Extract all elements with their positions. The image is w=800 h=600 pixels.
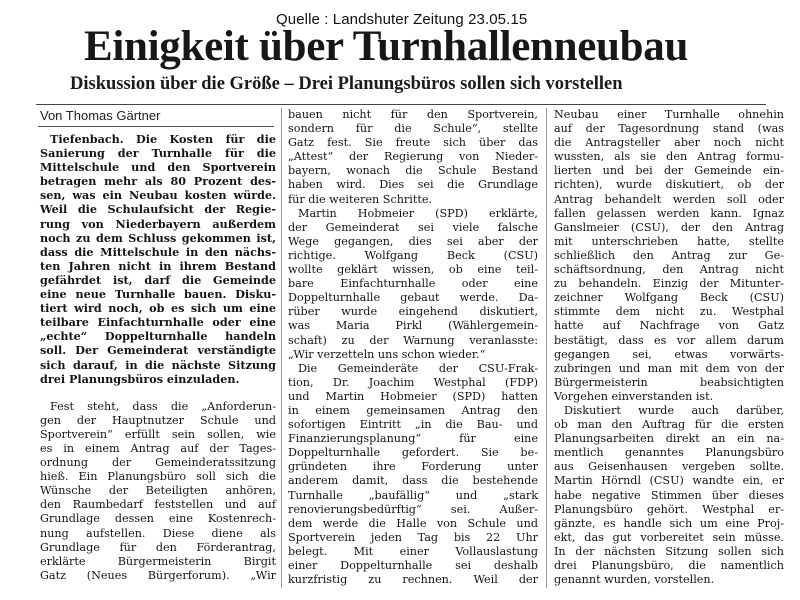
text-line: mentlich genanntes Planungsbüro [554, 446, 784, 460]
text-line: hatte auf Nachfrage von Gatz [554, 319, 784, 333]
text-line: Martin Hobmeier (SPD) erklärte, [298, 206, 538, 220]
text-line: gänzte, es handle sich um eine Proj- [554, 516, 784, 530]
text-line: Die Gemeinderäte der CSU-Frak- [298, 361, 538, 375]
text-line: anderem damit, dass die bestehende [288, 474, 538, 488]
text-line: hieß. Ein Planungsbüro soll sich die [40, 470, 276, 484]
text-line: Planungsbüro gehört. Westphal er- [554, 502, 784, 516]
text-line: und Martin Hobmeier (SPD) hatten [288, 389, 538, 403]
text-line: stimmte dem nicht zu. Westphal [554, 305, 784, 319]
text-line: wussten, als sie den Antrag formu- [554, 150, 784, 164]
text-line: betragen mehr als 80 Prozent des- [40, 174, 276, 189]
text-line: sofortigen Eintritt „in die Bau- und [288, 418, 538, 432]
body-paragraph [40, 400, 276, 583]
text-line: es in einem Antrag auf der Tages- [40, 441, 276, 455]
text-line: zubringen und man mit dem von der [554, 361, 784, 375]
text-line: Ganslmeier (CSU), der den Antrag [554, 220, 784, 234]
text-line: lierten und bei der Gemeinde ein- [554, 164, 784, 178]
paragraph-gap [40, 386, 276, 400]
text-line: ob man den Auftrag für die ersten [554, 418, 784, 432]
byline-rule [38, 126, 274, 127]
text-line: für die weiteren Schritte. [288, 192, 433, 206]
text-line: Martin Hörndl (CSU) wandte ein, er [554, 474, 784, 488]
text-line: sondern für die Schule“, stellte [288, 122, 538, 136]
text-line: bare Einfachturnhalle oder eine [288, 277, 538, 291]
text-line: Sportverein“ erfüllt sein sollen, wie [40, 427, 276, 441]
text-line: der Gemeinderat sei viele falsche [288, 220, 538, 234]
text-line: In der nächsten Sitzung sollen sich [554, 544, 784, 558]
text-line: rüber wurde eingehend diskutiert, [288, 305, 538, 319]
text-line: bestätigt, dass es vor allem darum [554, 333, 784, 347]
text-line: „Attest“ der Regierung von Nieder- [288, 150, 538, 164]
text-line: Wünsche der Beteiligten anhören, [40, 484, 276, 498]
text-line: Gatz (Neues Bürgerforum). „Wir [40, 568, 276, 582]
text-line: was Maria Pirkl (Wählergemein- [288, 319, 538, 333]
text-line: dass die Mittelschule in den nächs- [40, 244, 276, 259]
text-line: aus Geisenhausen vergeben sollte. [554, 460, 784, 474]
text-line: Doppelturnhalle gebaut werde. Da- [288, 291, 538, 305]
text-line: Tiefenbach. Die Kosten für die [50, 132, 276, 146]
text-line: die Antragsteller aber noch nicht [554, 136, 784, 150]
column-divider [281, 108, 282, 588]
text-line: auf der Tagesordnung stand (was [554, 122, 784, 136]
text-line: habe negative Stimmen über dieses [554, 488, 784, 502]
text-line: Vorgehen einverstanden ist. [554, 389, 714, 403]
text-line: haben wird. Dies sei die Grundlage [288, 178, 538, 192]
text-line: drei Planungsbüros einzuladen. [40, 371, 240, 386]
text-line: Gatz fest. Sie freute sich über das [288, 136, 538, 150]
text-line: richten), wurde diskutiert, ob der [554, 178, 784, 192]
text-line: „Wir verzetteln uns schon wieder.“ [288, 347, 486, 361]
text-line: zeichner Wolfgang Beck (CSU) [554, 291, 784, 305]
text-line: gründeten ihre Forderung unter [288, 460, 538, 474]
article-column-1 [40, 132, 276, 583]
text-line: erklärte Bürgermeisterin Birgit [40, 554, 276, 568]
column-divider [546, 108, 547, 588]
text-line: einer Doppelturnhalle sei deshalb [288, 559, 538, 572]
text-line: schäftsordnung, den Antrag nicht [554, 263, 784, 277]
text-line: Doppelturnhalle gefordert. Sie be- [288, 446, 538, 460]
text-line: zu behandeln. Einzig der Mitunter- [554, 277, 784, 291]
source-caption: Quelle : Landshuter Zeitung 23.05.15 [276, 11, 528, 28]
text-line: genannt wurden, vorstellen. [554, 573, 715, 587]
text-line: kurzfristig zu rechnen. Weil der [288, 573, 538, 587]
text-line: Antrag behandelt werden soll oder [554, 192, 784, 206]
text-line: Turnhalle „baufällig“ und „stark [288, 488, 538, 502]
text-line: Sanierung der Turnhalle für die [40, 146, 276, 161]
text-line: sen, was ein Neubau kosten würde. [40, 188, 276, 203]
text-line: gegangen sei, etwas vorwärts- [554, 347, 784, 361]
article-column-3 [554, 108, 784, 587]
text-line: soll. Der Gemeinderat verständigte [40, 343, 276, 358]
text-line: schließlich den Antrag zur Ge- [554, 248, 784, 262]
text-line: noch zu dem Schluss gekommen ist, [40, 230, 276, 245]
text-line: belegt. Mit einer Vollauslastung [288, 544, 538, 558]
text-line: bayern, wonach die Schule Bestand [288, 164, 538, 178]
subheadline: Diskussion über die Größe – Drei Planungsbüros sollen sich vorstellen [70, 74, 623, 94]
text-line: Bürgermeisterin beabsichtigten [554, 375, 784, 389]
text-line: den Raumbedarf feststellen und auf [40, 498, 276, 512]
text-line: ekt, das gut vorbereitet sein müsse. [554, 530, 784, 544]
text-line: Fest steht, dass die „Anforderun- [50, 399, 276, 413]
text-line: Planungsarbeiten direkt an ein na- [554, 432, 784, 446]
byline: Von Thomas Gärtner [40, 108, 161, 123]
text-line: bauen nicht für den Sportverein, [288, 108, 538, 121]
text-line: sich darauf, in die nächste Sitzung [40, 357, 276, 372]
text-line: ten Jahren nicht in ihrem Bestand [40, 258, 276, 273]
text-line: gen der Hauptnutzer Schule und [40, 413, 276, 427]
text-line: tiert wird noch, ob es sich um eine [40, 301, 276, 316]
text-line: nung aufstellen. Diese diene als [40, 526, 276, 540]
text-line: richtige. Wolfgang Beck (CSU) [288, 248, 538, 262]
text-line: Grundlage für den Förderantrag, [40, 540, 276, 554]
text-line: eine neue Turnhalle bauen. Disku- [40, 287, 276, 302]
text-line: Sportverein jeden Tag bis 22 Uhr [288, 530, 538, 544]
header-rule [36, 104, 766, 105]
text-line: wollte geklärt wissen, ob eine teil- [288, 263, 538, 277]
text-line: fallen gelassen werden kann. Ignaz [554, 206, 784, 220]
text-line: renovierungsbedürftig“ sei. Außer- [288, 502, 538, 516]
lead-paragraph [40, 132, 276, 386]
article-column-2 [288, 108, 538, 587]
text-line: Grundlage dessen eine Kostenrech- [40, 512, 276, 526]
text-line: in einem gemeinsamen Antrag den [288, 403, 538, 417]
headline: Einigkeit über Turnhallenneubau [84, 23, 689, 70]
text-line: dem werde die Halle von Schule und [288, 516, 538, 530]
text-line: drei Planungsbüro, die namentlich [554, 559, 784, 572]
text-line: Diskutiert wurde auch darüber, [564, 403, 784, 417]
text-line: rung von Niederbayern außerdem [40, 216, 276, 231]
text-line: Neubau einer Turnhalle ohnehin [554, 108, 784, 121]
text-line: gefährdet ist, darf die Gemeinde [40, 272, 276, 287]
text-line: Finanzierungsplanung“ für eine [288, 432, 538, 446]
text-line: ordnung der Gemeinderatssitzung [40, 456, 276, 470]
text-line: schaft) zu der Warnung veranlasste: [288, 333, 538, 347]
text-line: Mittelschule und den Sportverein [40, 160, 276, 175]
text-line: tion, Dr. Joachim Westphal (FDP) [288, 375, 538, 389]
text-line: teilbare Einfachturnhalle oder eine [40, 315, 276, 330]
text-line: mit unterschrieben hatte, stellte [554, 234, 784, 248]
text-line: „echte“ Doppelturnhalle handeln [40, 329, 276, 344]
text-line: Weil die Schulaufsicht der Regie- [40, 202, 276, 217]
text-line: Wege gegangen, dies sei aber der [288, 234, 538, 248]
